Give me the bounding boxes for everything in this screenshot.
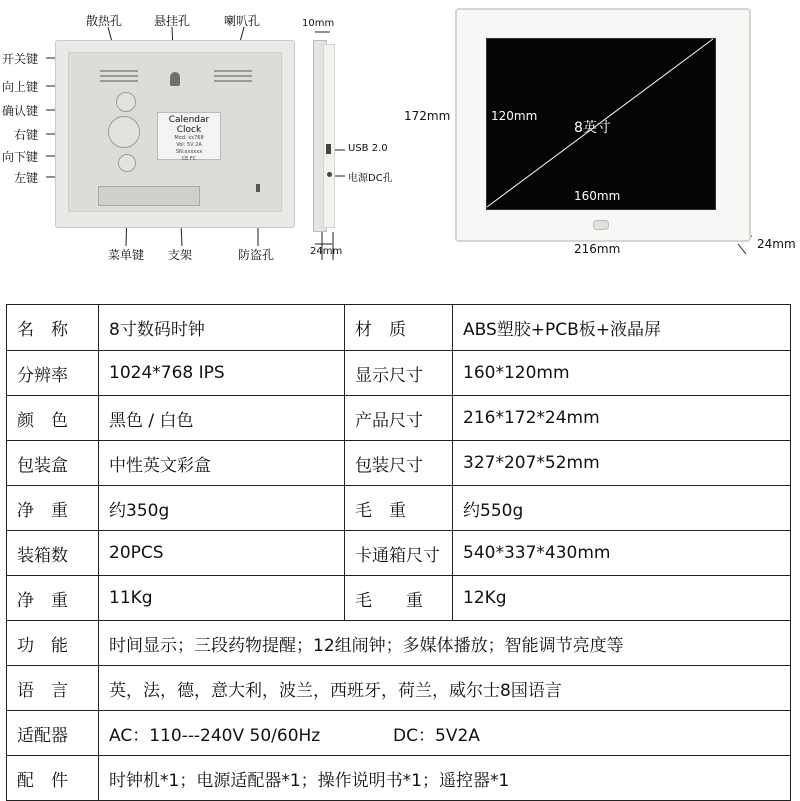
spec-value: 1024*768 IPS <box>99 351 345 396</box>
spec-label: 语 言 <box>7 666 99 711</box>
table-row <box>7 621 791 666</box>
spec-label: 净 重 <box>7 576 99 621</box>
spec-label: 配 件 <box>7 756 99 801</box>
table-row <box>7 396 791 441</box>
adapter-dc: DC：5V2A <box>393 725 480 746</box>
spec-value: 160*120mm <box>453 351 791 396</box>
spec-value: 约350g <box>99 486 345 531</box>
table-row <box>7 756 791 801</box>
sticker-line: CE FC <box>181 156 197 162</box>
spec-value: 英，法，德，意大利，波兰，西班牙，荷兰，威尔士8国语言 <box>99 666 791 711</box>
spec-label: 适配器 <box>7 711 99 756</box>
label-screen-size: 8英寸 <box>574 120 611 136</box>
spec-label: 毛 重 <box>345 486 453 531</box>
table-row <box>7 305 791 351</box>
spec-label: 材 质 <box>345 305 453 351</box>
table-row <box>7 441 791 486</box>
adapter-ac: AC：110---240V 50/60Hz <box>109 725 321 746</box>
spec-value: 时间显示；三段药物提醒；12组闹钟；多媒体播放；智能调节亮度等 <box>99 621 791 666</box>
label-up-key: 向上键 <box>2 80 39 94</box>
label-confirm-key: 确认键 <box>2 104 39 118</box>
table-row <box>7 531 791 576</box>
label-right-key: 右键 <box>14 128 39 142</box>
table-row <box>7 711 791 756</box>
spec-label: 包装尺寸 <box>345 441 453 486</box>
sticker-line: SN:xxxxxx <box>175 149 203 155</box>
sticker-line: Vol: 5V 2A <box>176 142 202 148</box>
product-diagram <box>0 0 800 300</box>
spec-label: 颜 色 <box>7 396 99 441</box>
label-usb: USB 2.0 <box>348 143 388 154</box>
spec-label: 装箱数 <box>7 531 99 576</box>
spec-label: 卡通箱尺寸 <box>345 531 453 576</box>
label-menu-key: 菜单键 <box>108 248 145 262</box>
spec-table <box>6 304 791 801</box>
spec-value: 黑色 / 白色 <box>99 396 345 441</box>
spec-label: 净 重 <box>7 486 99 531</box>
spec-value: ABS塑胶+PCB板+液晶屏 <box>453 305 791 351</box>
spec-value: 20PCS <box>99 531 345 576</box>
spec-value: 11Kg <box>99 576 345 621</box>
label-side-depth: 24mm <box>310 246 343 257</box>
label-frame-depth: 24mm <box>757 237 796 251</box>
label-power-key: 开关键 <box>2 52 39 66</box>
spec-label: 名 称 <box>7 305 99 351</box>
sticker-line: Mod: xx768 <box>174 135 204 141</box>
spec-value: 12Kg <box>453 576 791 621</box>
spec-label: 功 能 <box>7 621 99 666</box>
label-hanging-hole: 悬挂孔 <box>154 14 191 28</box>
spec-value: 时钟机*1；电源适配器*1；操作说明书*1；遥控器*1 <box>99 756 791 801</box>
spec-value-adapter <box>99 711 791 756</box>
label-speaker-hole: 喇叭孔 <box>224 14 261 28</box>
spec-label: 分辨率 <box>7 351 99 396</box>
label-stand: 支架 <box>168 248 193 262</box>
label-down-key: 向下键 <box>2 150 39 164</box>
table-row <box>7 486 791 531</box>
screen-diagonal <box>0 0 800 300</box>
spec-label: 产品尺寸 <box>345 396 453 441</box>
label-frame-height: 172mm <box>404 109 451 123</box>
label-anti-theft-hole: 防盗孔 <box>238 248 275 262</box>
spec-value: 327*207*52mm <box>453 441 791 486</box>
spec-value: 约550g <box>453 486 791 531</box>
label-screen-height: 120mm <box>491 109 538 123</box>
spec-label: 毛 重 <box>345 576 453 621</box>
spec-value: 540*337*430mm <box>453 531 791 576</box>
label-frame-width: 216mm <box>574 242 621 256</box>
spec-label: 包装盒 <box>7 441 99 486</box>
label-screen-width: 160mm <box>574 189 621 203</box>
label-dc-in: 电源DC孔 <box>348 173 393 184</box>
spec-value: 8寸数码时钟 <box>99 305 345 351</box>
sticker-title: Calendar Clock <box>168 115 210 135</box>
label-side-thickness: 10mm <box>302 18 335 29</box>
table-row <box>7 351 791 396</box>
frame-button[interactable] <box>593 220 609 230</box>
label-left-key: 左键 <box>14 171 39 185</box>
label-heat-vent: 散热孔 <box>86 14 123 28</box>
spec-label: 显示尺寸 <box>345 351 453 396</box>
table-row <box>7 576 791 621</box>
table-row <box>7 666 791 711</box>
spec-value: 中性英文彩盒 <box>99 441 345 486</box>
spec-value: 216*172*24mm <box>453 396 791 441</box>
